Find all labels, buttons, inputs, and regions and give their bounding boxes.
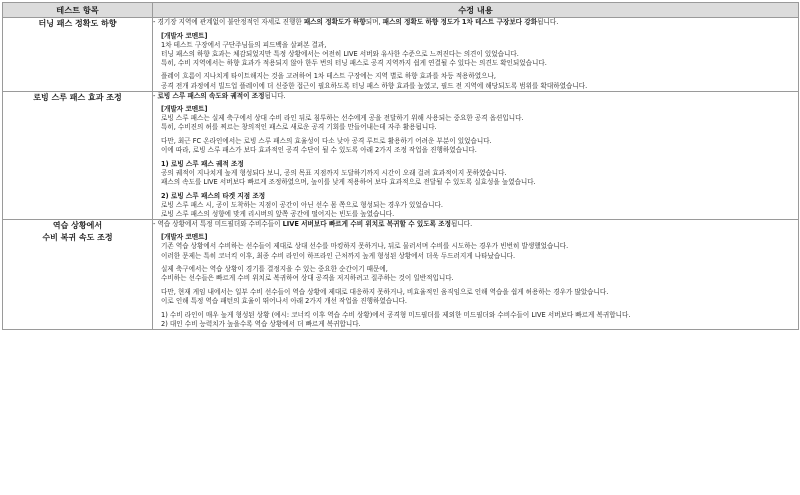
comment-line: 터닝 패스의 하향 효과는 체감되었지만 특정 상황에서는 여전히 LIVE 서버와 유사한 수준으로 느껴진다는 의견이 있었습니다. (161, 49, 519, 58)
text-segment: - 역습 상황에서 특정 미드필더와 수비수들이 (153, 219, 283, 228)
comment-line: 수비하는 선수들은 빠르게 수비 위치로 복귀하여 상대 공격을 저지하려고 질주하는 것이 일반적입니다. (161, 274, 454, 283)
comment-line: 공격 전개 과정에서 빌드업 플레이에 더 신중한 접근이 필요하도록 터닝 패스 하향 효과를 높였고, 필드 전 지역에 해당되도록 범위를 확대하였습니다. (161, 81, 588, 90)
header-test-item: 테스트 항목 (3, 3, 153, 18)
comment-line: 공의 궤적이 지나치게 높게 형성되다 보니, 공의 목표 지점까지 도달하기까지 시간이 오래 걸려 효과적이지 못하였습니다. (161, 168, 507, 177)
test-item-cell (3, 219, 153, 329)
text-segment: 됩니다. (537, 18, 559, 26)
comment-line: 기존 역습 상황에서 수비하는 선수들이 제대로 상대 선수를 마킹하지 못하거나, 뒤로 물러서며 수비를 시도하는 경우가 빈번히 발생했었습니다. (161, 242, 569, 251)
comment-line: 1차 테스트 구장에서 구단주님들의 피드백을 살펴본 결과, (161, 40, 327, 49)
test-item-cell (3, 18, 153, 92)
section-heading: [개발자 코멘트] (161, 233, 208, 242)
comment-line: 이에 따라, 로빙 스루 패스가 보다 효과적인 공격 수단이 될 수 있도록 아래 2가지 조정 작업을 진행하였습니다. (161, 146, 477, 155)
comment-line: 로빙 스루 패스의 성향에 맞게 리시버의 앞쪽 공간에 떨어지는 빈도를 높였습니다. (161, 209, 395, 218)
section-heading: [개발자 코멘트] (161, 105, 208, 114)
comment-line: 플레이 흐름이 지나치게 타이트해지는 것을 고려하여 1차 테스트 구장에는 지역 별로 하향 효과를 차등 적용하였으나, (161, 72, 497, 81)
text-segment: 됩니다. (451, 219, 473, 228)
text-segment: - 경기장 지역에 관계없이 불안정적인 자세로 진행한 (153, 18, 304, 26)
comment-line: 1) 수비 라인이 매우 높게 형성된 상황 (예시: 코너킥 이후 역습 수비 상황)에서 공격형 미드필더를 제외한 미드필더와 수비수들이 LIVE 서버보다 빠르게 복귀합니다. (161, 310, 631, 319)
patch-notes-table (2, 2, 799, 330)
change-content-cell (153, 219, 799, 329)
comment-line: 특히, 수비 지역에서는 하향 효과가 적용되지 않아 한두 번의 터닝 패스로 공격 지역까지 쉽게 연결될 수 있다는 의견도 확인되었습니다. (161, 58, 547, 67)
text-segment: 됩니다. (264, 91, 286, 100)
highlighted-text: 패스의 정확도 하향 정도가 1차 테스트 구장보다 강화 (382, 18, 538, 26)
section-heading: [개발자 코멘트] (161, 31, 208, 40)
text-segment: 되며, (365, 18, 383, 26)
table-row-lobbed-through-pass (3, 91, 799, 219)
comment-line: 다만, 최근 FC 온라인에서는 로빙 스루 패스의 효율성이 다소 낮아 공격 루트로 활용하기 어려운 부분이 있었습니다. (161, 137, 492, 146)
summary-line (153, 92, 798, 101)
test-item-label: 터닝 패스 정확도 하향 (38, 19, 117, 28)
summary-line (153, 220, 798, 229)
test-item-cell (3, 91, 153, 219)
comment-line: 2) 대인 수비 능력치가 높을수록 역습 상황에서 더 빠르게 복귀합니다. (161, 319, 361, 328)
header-change-content: 수정 내용 (153, 3, 799, 18)
comment-line: 이러한 문제는 특히 코너킥 이후, 최종 수비 라인이 하프라인 근처까지 높게 형성된 상황에서 더욱 두드러지게 나타났습니다. (161, 251, 516, 260)
table-header-row (3, 3, 799, 18)
section-heading: 2) 로빙 스루 패스의 타겟 지점 조정 (161, 191, 266, 200)
change-content-cell (153, 18, 799, 92)
comment-line: 패스의 속도를 LIVE 서버보다 빠르게 조정하였으며, 높이를 낮게 적용하여 보다 효과적으로 전달될 수 있도록 실효성을 높였습니다. (161, 177, 536, 186)
comment-line: 이로 인해 특정 역습 패턴의 효율이 뛰어나서 아래 2가지 개선 작업을 진행하였습니다. (161, 296, 407, 305)
test-item-label: 역습 상황에서 (52, 220, 103, 230)
table-row-counter-attack-recovery (3, 219, 799, 329)
section-heading: 1) 로빙 스루 패스 궤적 조정 (161, 159, 244, 168)
test-item-label: 로빙 스루 패스 효과 조정 (33, 92, 122, 102)
table-row-turning-pass-accuracy (3, 18, 799, 92)
comment-line: 로빙 스루 패스는 실제 축구에서 상대 수비 라인 뒤로 침투하는 선수에게 공을 전달하기 위해 사용되는 중요한 공격 옵션입니다. (161, 114, 524, 123)
text-segment: - (153, 91, 158, 100)
comment-line: 실제 축구에서는 역습 상황이 경기를 결정지을 수 있는 중요한 순간이기 때문에, (161, 265, 388, 274)
comment-line: 로빙 스루 패스 시, 공이 도착하는 지점이 공간이 아닌 선수 몸 쪽으로 형성되는 경우가 있었습니다. (161, 200, 443, 209)
comment-line: 다만, 현재 게임 내에서는 일부 수비 선수들이 역습 상황에 제대로 대응하지 못하거나, 비효율적인 움직임으로 인해 역습을 쉽게 허용하는 경우가 많았습니다. (161, 287, 609, 296)
summary-line (153, 18, 798, 27)
highlighted-text: 패스의 정확도가 하향 (303, 18, 366, 26)
comment-line: 특히, 수비진의 허를 찌르는 창의적인 패스로 새로운 공격 기회를 만들어내는데 자주 활용됩니다. (161, 123, 437, 132)
change-content-cell (153, 91, 799, 219)
highlighted-text: LIVE 서버보다 빠르게 수비 위치로 복귀할 수 있도록 조정 (282, 219, 451, 228)
test-item-label: 수비 복귀 속도 조정 (42, 232, 113, 242)
highlighted-text: 로빙 스루 패스의 속도와 궤적이 조정 (157, 91, 265, 100)
